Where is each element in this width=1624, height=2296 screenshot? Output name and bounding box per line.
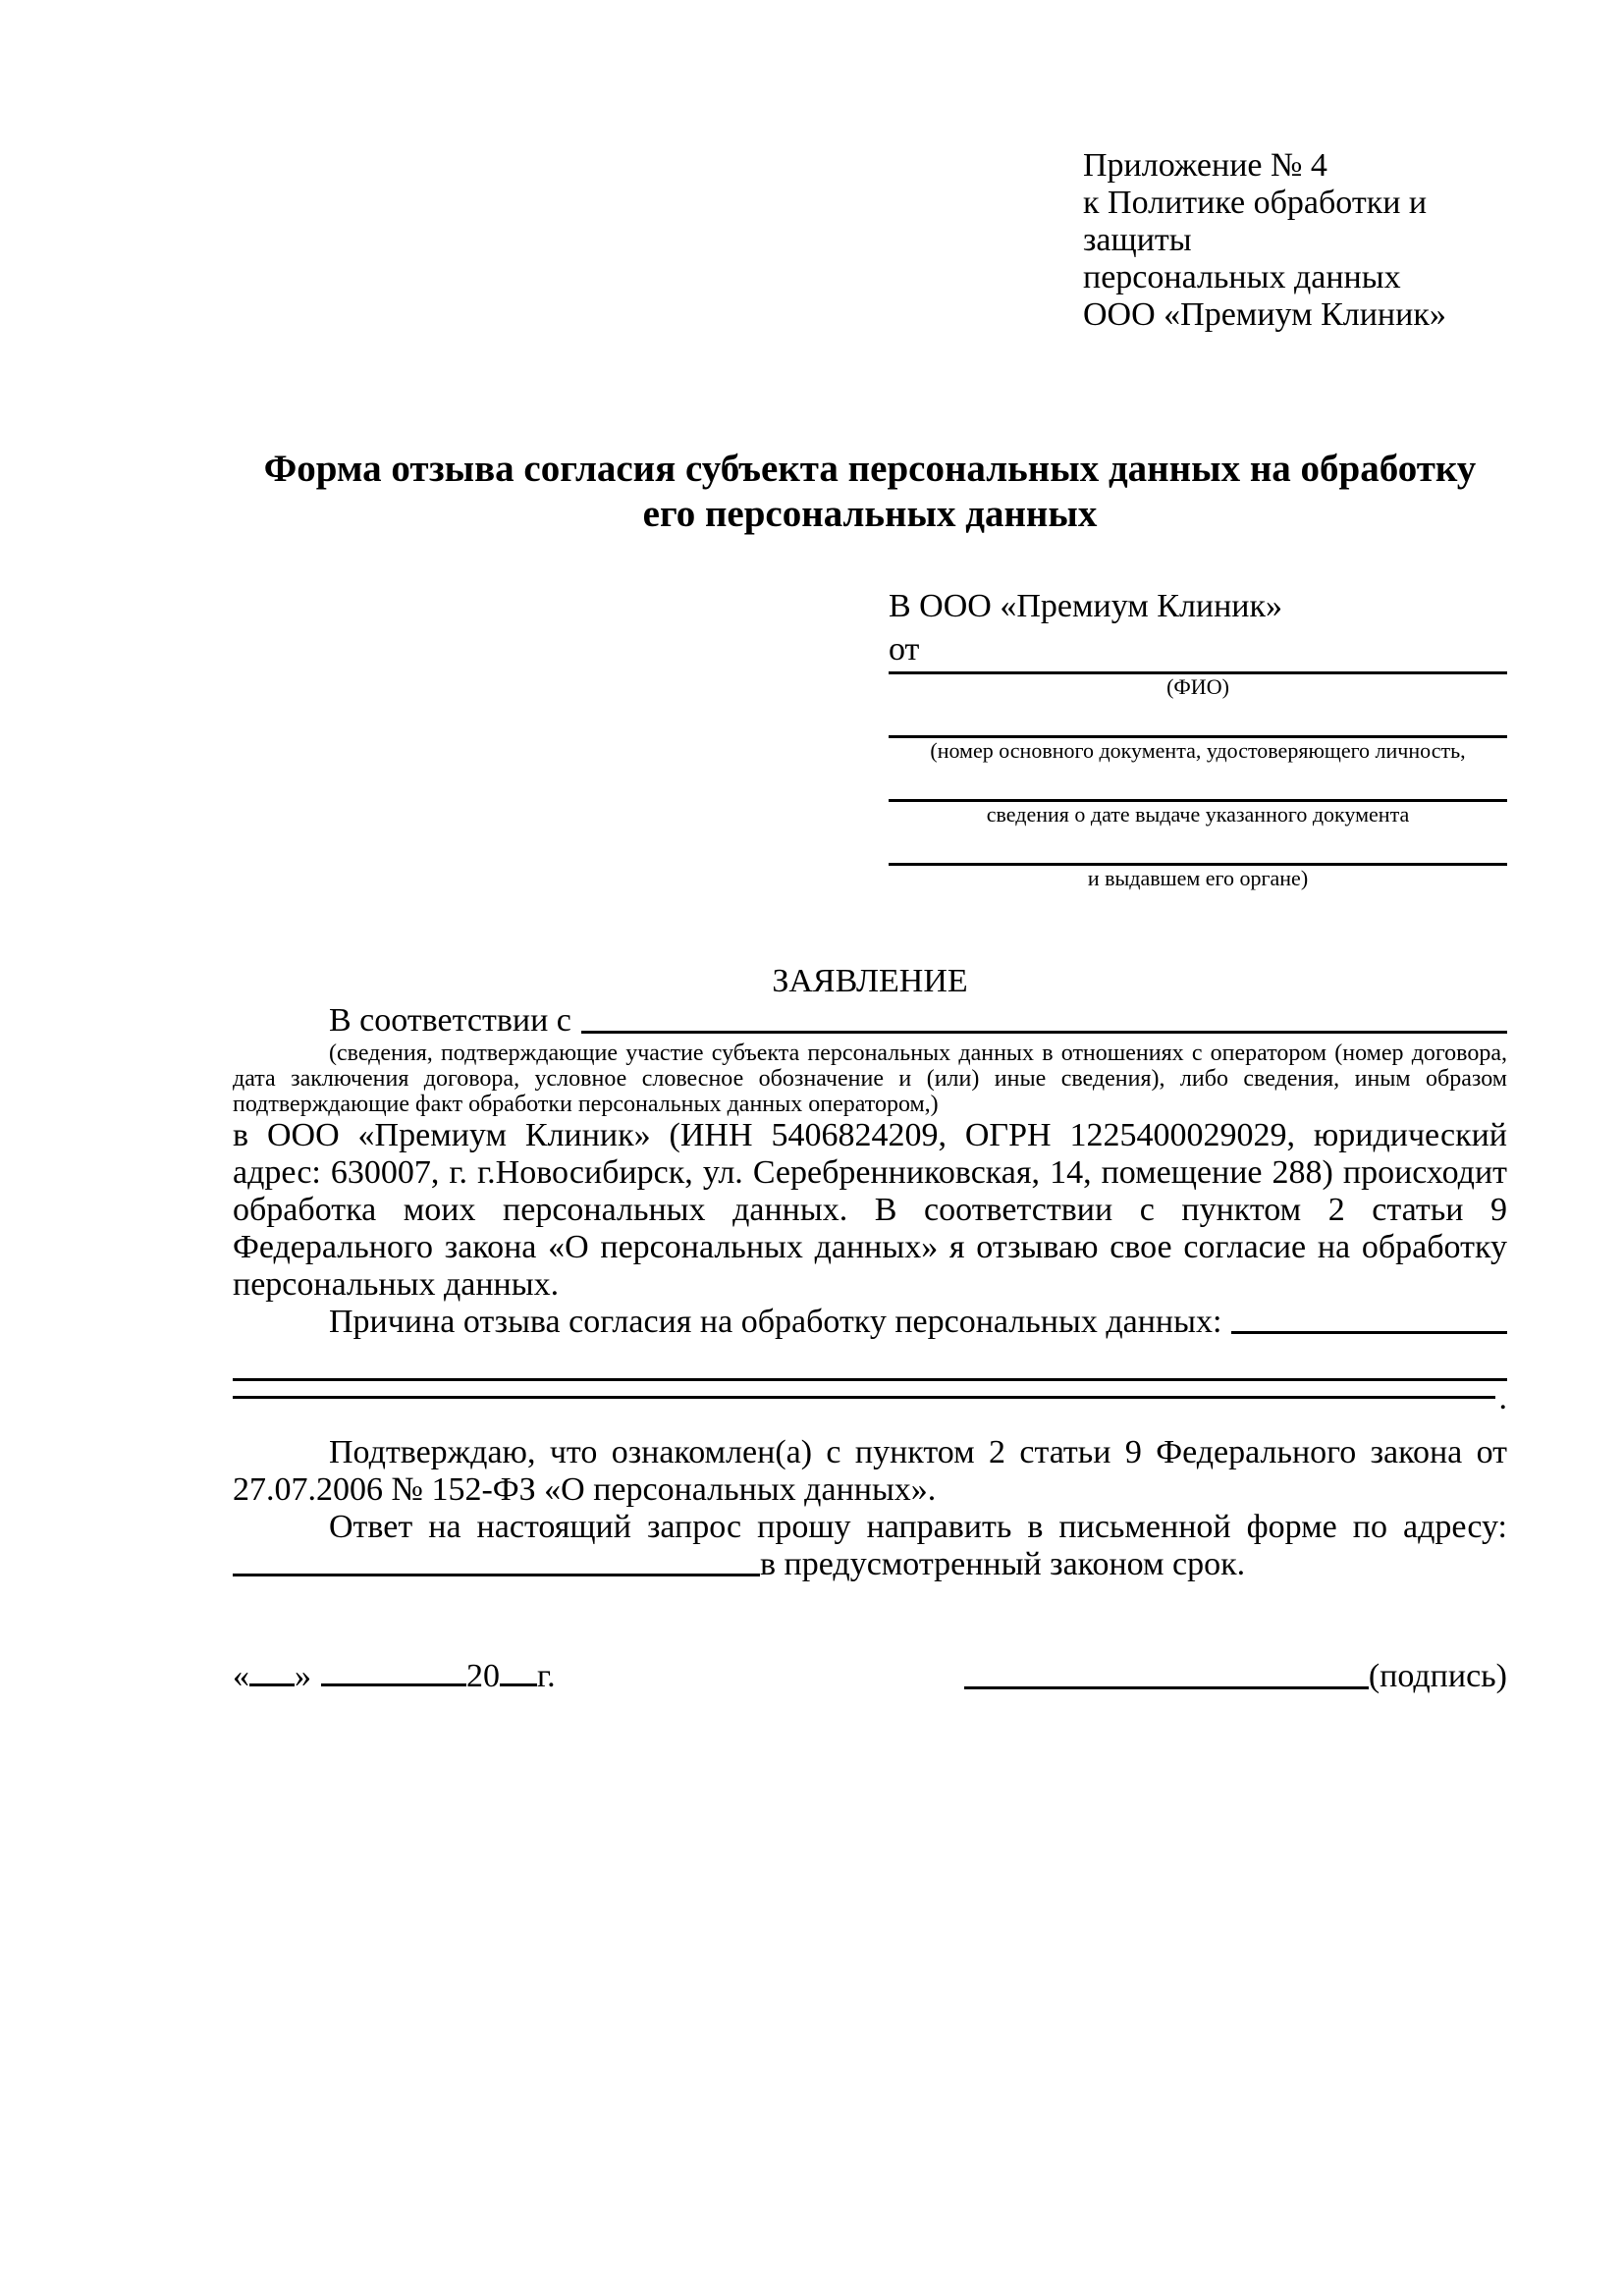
document-number-field-caption: (номер основного документа, удостоверяющего личность,	[930, 738, 1466, 763]
appendix-line: Приложение № 4	[1083, 147, 1327, 184]
signature-caption: (подпись)	[1368, 1658, 1507, 1694]
page-title	[233, 447, 1507, 537]
issuing-authority-blank-field[interactable]	[889, 863, 1507, 891]
signature-group	[964, 1657, 1507, 1696]
issuing-authority-field-caption: и выдавшем его органе)	[1087, 866, 1309, 890]
page-title-line: его персональных данных	[642, 493, 1098, 535]
appendix-block	[1083, 147, 1507, 334]
issue-date-field-caption: сведения о дате выдаче указанного документа	[986, 802, 1410, 827]
statement-heading: ЗАЯВЛЕНИЕ	[772, 963, 968, 999]
date-year-suffix: г.	[537, 1658, 556, 1694]
body-paragraph: в ООО «Премиум Клиник» (ИНН 5406824209, ОГРН 1225400029029, юридический адрес: 630007, г. г.Новосибирск, ул. Серебренниковская, 14, помещение 288) происходит обработка моих персональных данных. В соответствии с пунктом 2 статьи 9 Федерального закона «О персональных данных» я отзываю свое согласие на обработку персональных данных.	[233, 1117, 1507, 1303]
blank-line-period: .	[1498, 1380, 1507, 1416]
reason-blank-line-3-row	[233, 1380, 1507, 1416]
basis-note: (сведения, подтверждающие участие субъекта персональных данных в отношениях с оператором (номер договора, дата заключения договора, условное словесное обозначение и (или) иные сведения), либо сведения, иным образом подтверждающие факт обработки персональных данных оператором,)	[233, 1041, 1507, 1117]
recipient-from-label: от	[889, 631, 920, 667]
basis-blank-line[interactable]	[581, 1031, 1507, 1034]
issue-date-blank-field[interactable]	[889, 799, 1507, 863]
date-year-blank[interactable]	[500, 1682, 537, 1686]
date-year-prefix: 20	[466, 1658, 500, 1694]
reply-suffix: в предусмотренный законом срок.	[760, 1546, 1246, 1582]
reply-address-blank-line[interactable]	[233, 1574, 760, 1576]
reason-prefix: Причина отзыва согласия на обработку персональных данных:	[329, 1304, 1222, 1340]
reason-blank-line-2[interactable]	[233, 1341, 1507, 1381]
page-title-line: Форма отзыва согласия субъекта персональных данных на обработку	[263, 448, 1477, 490]
reply-address-row	[233, 1546, 1507, 1583]
date-quote-close: »	[295, 1658, 311, 1694]
recipient-block	[889, 585, 1507, 891]
signature-blank-line[interactable]	[964, 1684, 1369, 1689]
basis-prefix: В соответствии с	[329, 1002, 571, 1039]
date-day-blank[interactable]	[249, 1682, 295, 1686]
date-group	[233, 1657, 556, 1696]
date-quote-open: «	[233, 1658, 249, 1694]
fio-field-caption: (ФИО)	[1166, 674, 1229, 699]
appendix-line: к Политике обработки и защиты	[1083, 185, 1428, 258]
document-number-blank-field[interactable]	[889, 735, 1507, 799]
reason-blank-line[interactable]	[1231, 1331, 1507, 1334]
reason-line	[233, 1304, 1507, 1341]
recipient-organization: В ООО «Премиум Клиник»	[889, 588, 1283, 624]
reason-blank-line-3[interactable]	[233, 1396, 1495, 1399]
appendix-line: ООО «Премиум Клиник»	[1083, 296, 1446, 333]
appendix-line: персональных данных	[1083, 259, 1401, 295]
basis-line	[233, 1001, 1507, 1041]
footer-row	[233, 1657, 1507, 1696]
confirmation-paragraph: Подтверждаю, что ознакомлен(а) с пунктом 2 статьи 9 Федерального закона от 27.07.2006 № 152-ФЗ «О персональных данных».	[233, 1434, 1507, 1508]
fio-blank-field[interactable]	[889, 671, 1507, 735]
date-month-blank[interactable]	[321, 1682, 466, 1686]
reply-address-line: Ответ на настоящий запрос прошу направить в письменной форме по адресу:	[329, 1509, 1507, 1545]
